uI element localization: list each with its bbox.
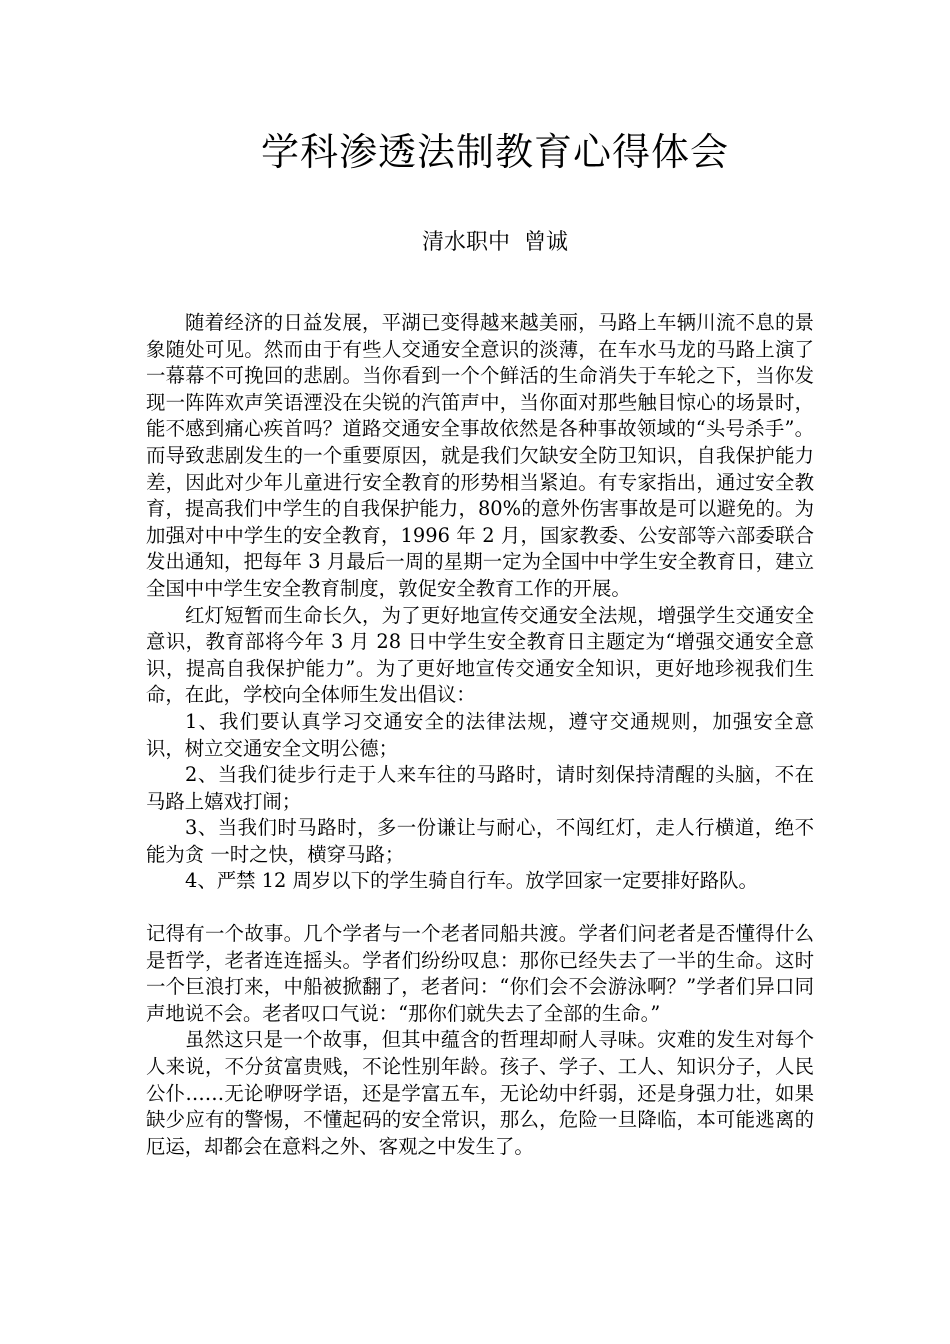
paragraph: 红灯短暂而生命长久，为了更好地宣传交通安全法规，增强学生交通安全意识，教育部将今年 3 月 28 日中学生安全教育日主题定为“增强交通安全意识，提高自我保护能力”。为了更好地宣传交通安全知识，更好地珍视我们生命，在此，学校向全体师生发出倡议： [146,603,814,707]
paragraph-gap [146,895,814,921]
list-item: 1、我们要认真学习交通安全的法律法规，遵守交通规则，加强安全意识，树立交通安全文明公德； [146,709,814,760]
document-body [146,310,814,1160]
paragraph: 随着经济的日益发展，平湖已变得越来越美丽，马路上车辆川流不息的景象随处可见。然而由于有些人交通安全意识的淡薄，在车水马龙的马路上演了一幕幕不可挽回的悲剧。当你看到一个个鲜活的生命消失于车轮之下，当你发现一阵阵欢声笑语湮没在尖锐的汽笛声中，当你面对那些触目惊心的场景时，能不感到痛心疾首吗？道路交通安全事故依然是各种事故领域的“头号杀手”。而导致悲剧发生的一个重要原因，就是我们欠缺安全防卫知识，自我保护能力差，因此对少年儿童进行安全教育的形势相当紧迫。有专家指出，通过安全教育，提高我们中学生的自我保护能力，80%的意外伤害事故是可以避免的。为加强对中中学生的安全教育，1996 年 2 月，国家教委、公安部等六部委联合发出通知，把每年 3 月最后一周的星期一定为全国中中学生安全教育日，建立全国中中学生安全教育制度，敦促安全教育工作的开展。 [146,311,814,600]
document-title: 学科渗透法制教育心得体会 [260,130,729,174]
author-name: 曾诚 [524,230,569,255]
paragraph: 虽然这只是一个故事，但其中蕴含的哲理却耐人寻味。灾难的发生对每个人来说，不分贫富贵贱，不论性别年龄。孩子、学子、工人、知识分子，人民公仆……无论咿呀学语，还是学富五车，无论幼中纤弱，还是身强力壮，如果缺少应有的警惕，不懂起码的安全常识，那么，危险一旦降临，本可能逃离的厄运，却都会在意料之外、客观之中发生了。 [146,1028,814,1158]
author-line [0,228,950,258]
list-item: 4、严禁 12 周岁以下的学生骑自行车。放学回家一定要排好路队。 [185,869,758,893]
list-item: 3、当我们时马路时，多一份谦让与耐心，不闯红灯，走人行横道，绝不能为贪 一时之快，横穿马路； [146,816,814,866]
author-school: 清水职中 [421,230,510,255]
paragraph: 记得有一个故事。几个学者与一个老者同船共渡。学者们问老者是否懂得什么是哲学，老者连连摇头。学者们纷纷叹息：那你已经失去了一半的生命。这时一个巨浪打来，中船被掀翻了，老者问：“你们会不会游泳啊？”学者们异口同声地说不会。老者叹口气说：“那你们就失去了全部的生命。” [146,922,814,1025]
list-item: 2、当我们徒步行走于人来车往的马路时，请时刻保持清醒的头脑，不在马路上嬉戏打闹； [146,763,814,813]
